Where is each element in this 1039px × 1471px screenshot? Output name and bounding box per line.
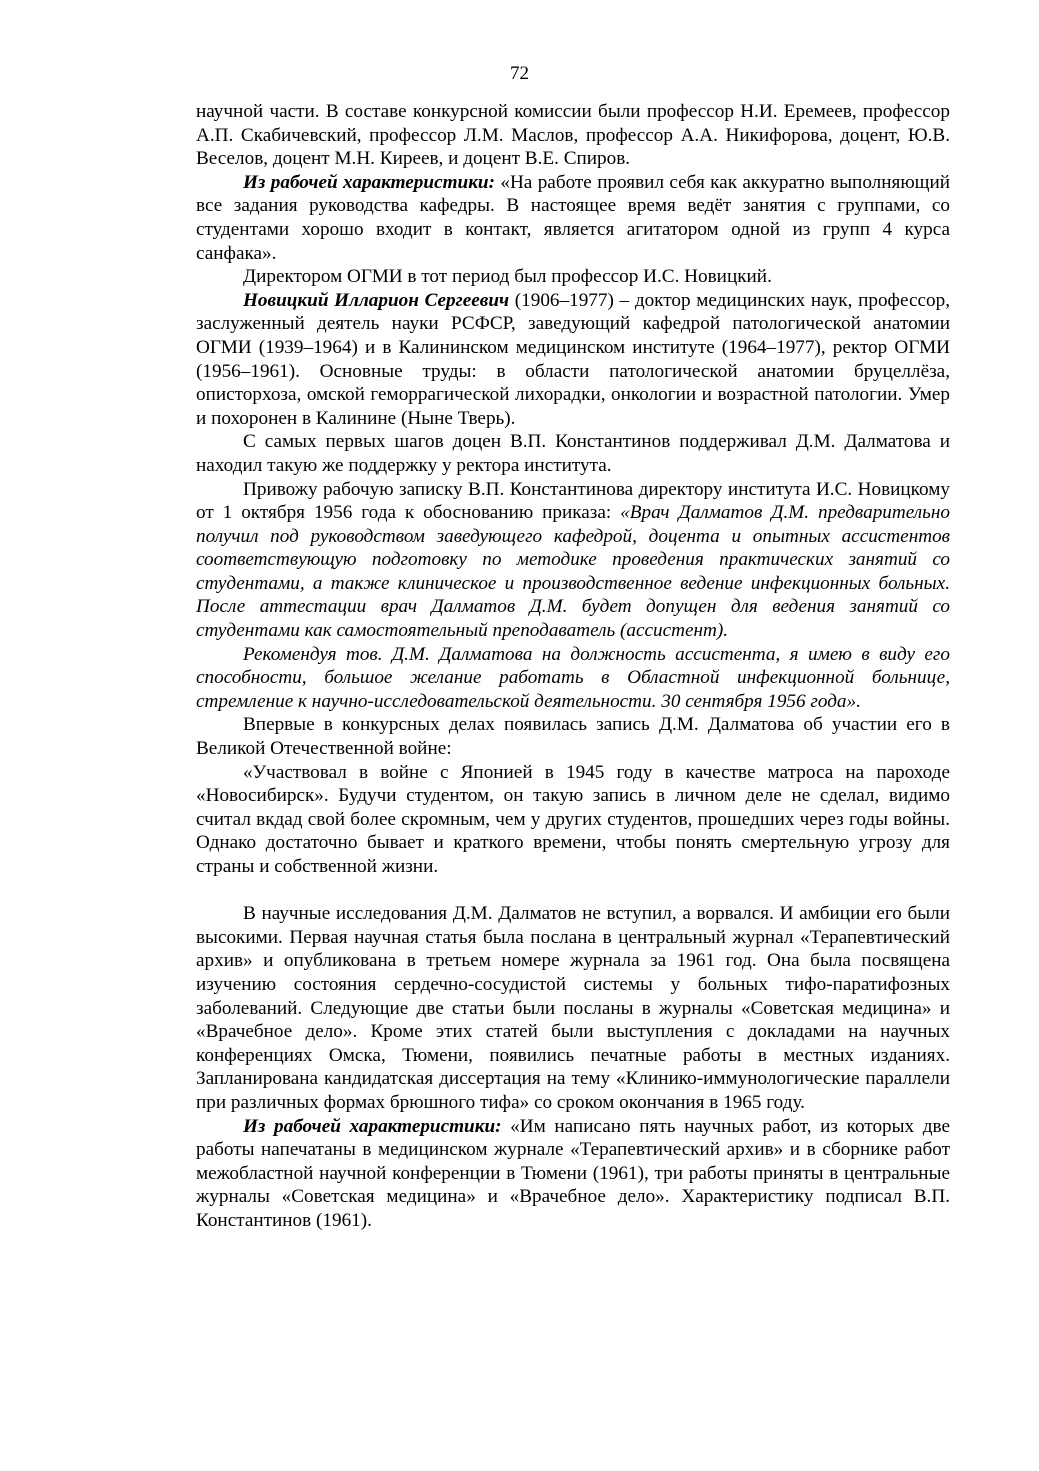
paragraph-text: Привожу рабочую записку В.П. Константинова директору института И.С. Новицкому от 1 октября 1956 года к обоснованию приказа: (196, 478, 950, 524)
paragraph-novitsky-bio (196, 289, 950, 431)
quote-text: «Врач Далматов Д.М. предварительно получил под руководством заведующего кафедрой, доцента и опытных ассистентов соответствующую подготовку по методике проведения практических занятий со студентами, а также клиническое и производственное ведение инфекционных больных. После аттестации врач Далматов Д.М. будет допущен для ведения занятий со студентами как самостоятельный преподаватель (ассистент). (196, 502, 950, 642)
paragraph-work-note (196, 478, 950, 643)
paragraph-research: В научные исследования Д.М. Далматов не вступил, а ворвался. И амбиции его были высокими. Первая научная статья была послана в центральный журнал «Терапевтический архив» и опубликована в третьем номере журнала за 1961 год. Она была посвящена изучению состояния сердечно-сосудистой системы у больных тифо-паратифозных заболеваний. Следующие две статьи были посланы в журналы «Советская медицина» и «Врачебное дело». Кроме этих статей были выступления с докладами на научных конференциях Омска, Тюмени, появились печатные работы в местных изданиях. Запланирована кандидатская диссертация на тему «Клинико-иммунологические параллели при различных формах брюшного тифа» со сроком окончания в 1965 году. (196, 903, 950, 1113)
paragraph-support: С самых первых шагов доцен В.П. Константинов поддерживал Д.М. Далматова и находил такую же поддержку у ректора института. (196, 431, 950, 476)
page-number: 72 (510, 63, 529, 84)
paragraph-war-record: Впервые в конкурсных делах появилась запись Д.М. Далматова об участии его в Великой Отечественной войне: (196, 714, 950, 760)
person-name: Новицкий Илларион Сергеевич (243, 289, 510, 311)
paragraph-commission: научной части. В составе конкурсной комиссии были профессор Н.И. Еремеев, профессор А.П. Скабичевский, профессор Л.М. Маслов, профессор А.А. Никифорова, доцент, Ю.В. Веселов, доцент М.Н. Киреев, и доцент В.Е. Спиров. (196, 101, 950, 170)
paragraph-director: Директором ОГМИ в тот период был профессор И.С. Новицкий. (243, 266, 772, 288)
paragraph-work-characteristic-1 (196, 171, 950, 265)
paragraph-text: (1906–1977) – доктор медицинских наук, профессор, заслуженный деятель науки РСФСР, заведующий кафедрой патологической анатомии ОГМИ (1939–1964) и в Калининском медицинском институте (1964–1977), ректор ОГМИ (1956–1961). Основные труды: в области патологической анатомии бруцеллёза, описторхоза, омской геморрагической лихорадки, онкологии и возрастной патологии. Умер и похоронен в Калинине (Ныне Тверь). (196, 289, 950, 429)
body-text (196, 100, 950, 1233)
section-heading: Из рабочей характеристики: (243, 1115, 502, 1137)
paragraph-text: «На работе проявил себя как аккуратно выполняющий все задания руководства кафедры. В настоящее время ведёт занятия с группами, со студентами хорошо входит в контакт, является агитатором одной из групп 4 курса санфака». (196, 171, 950, 264)
paragraph-recommendation-quote: Рекомендуя тов. Д.М. Далматова на должность ассистента, я имею в виду его способности, большое желание работать в Областной инфекционной больнице, стремление к научно-исследовательской деятельности. 30 сентября 1956 года». (196, 643, 950, 712)
section-heading: Из рабочей характеристики: (243, 171, 495, 193)
paragraph-war-quote: «Участвовал в войне с Японией в 1945 году в качестве матроса на пароходе «Новосибирск». Будучи студентом, он такую запись в личном деле не сделал, видимо считал вкдад свой более скромным, чем у других студентов, прошедших через годы войны. Однако достаточно бывает и краткого времени, чтобы понять смертельную угрозу для страны и собственной жизни. (196, 761, 950, 877)
paragraph-work-characteristic-2 (196, 1115, 950, 1233)
paragraph-text: «Им написано пять научных работ, из которых две работы напечатаны в медицинском журнале «Терапевтический архив» и в сборнике работ межобластной научной конференции в Тюмени (1961), три работы приняты в центральные журналы «Советская медицина» и «Врачебное дело». Характеристику подписал В.П. Константинов (1961). (196, 1115, 950, 1231)
